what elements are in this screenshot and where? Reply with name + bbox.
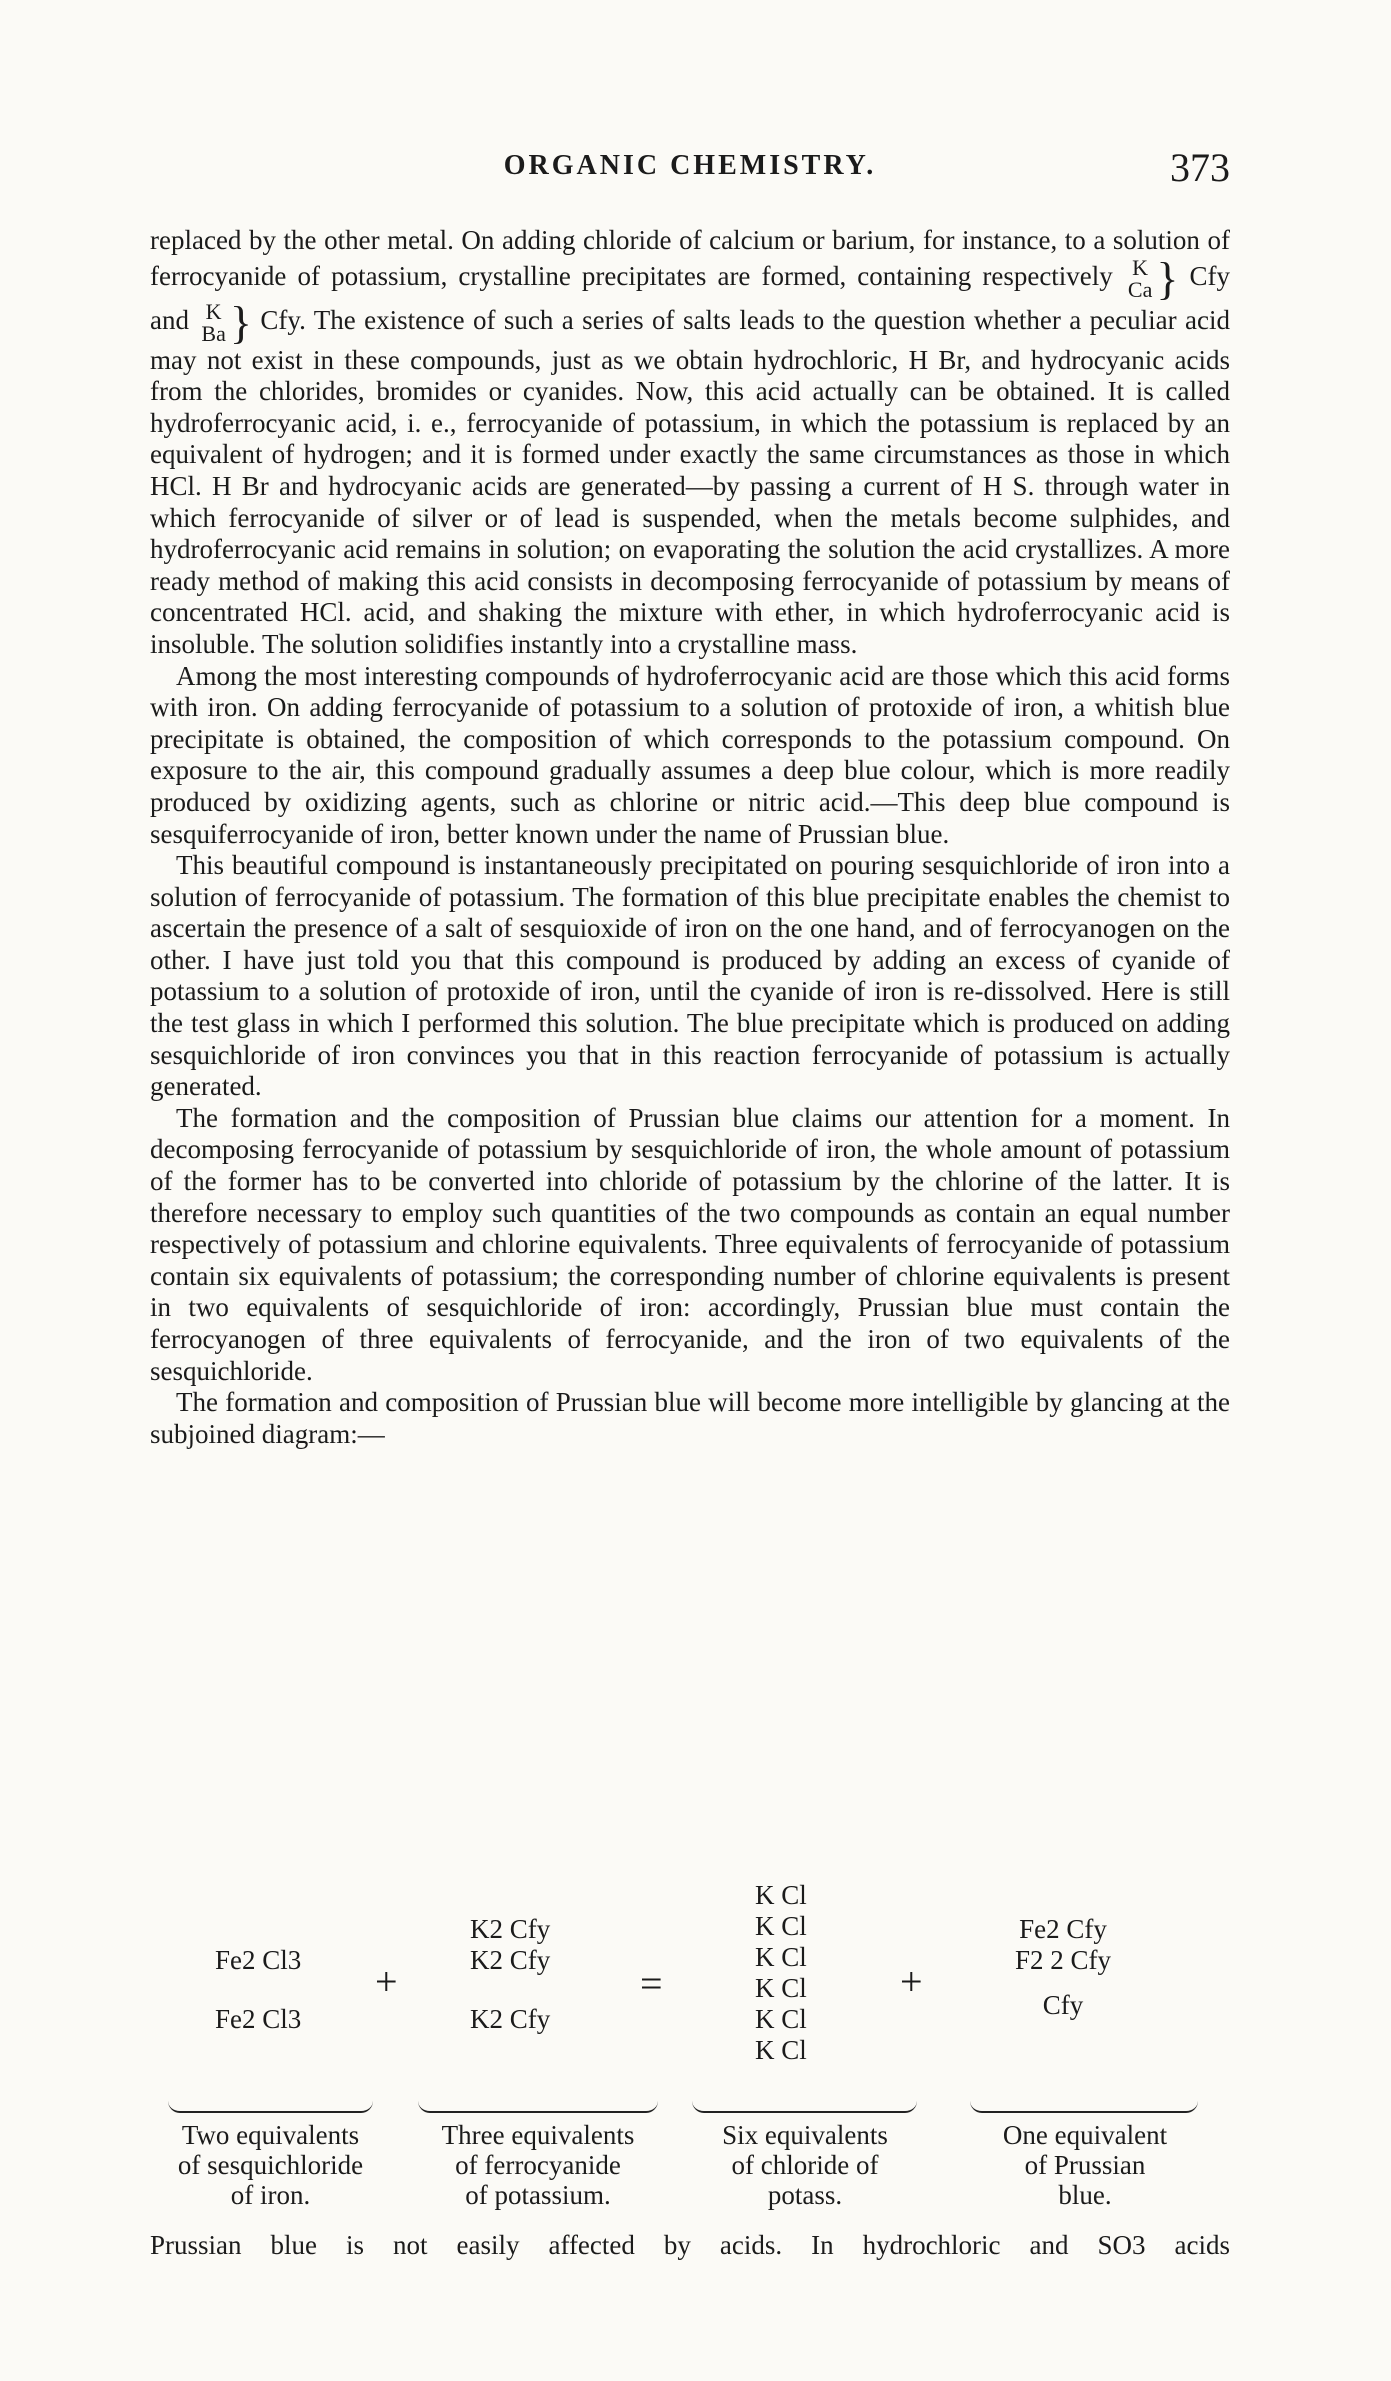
body-text: [150, 225, 1230, 1450]
paragraph-1-rest: The existence of such a series of salts leads to the question whether a peculiar acid may not exist in these compounds, just as we obtain hydrochloric, H Br, and hydrocyanic acids from the chlorides, bromides or cyanides. Now, this acid actually can be obtained. It is called hydroferrocyanic acid, i. e., ferrocyanide of potassium, in which the potassium is replaced by an equivalent of hydrogen; and it is formed under exactly the same circumstances as those in which HCl. H Br and hydrocyanic acids are generated—by passing a current of H S. through water in which ferrocyanide of silver or of lead is suspended, when the metals become sulphides, and hydroferrocyanic acid remains in solution; on evaporating the solution the acid crystallizes. A more ready method of making this acid consists in decomposing ferrocyanide of potassium by means of concentrated HCl. acid, and shaking the mixture with ether, in which hydroferrocyanic acid is insoluble. The solution solidifies instantly into a crystalline mass.: [150, 304, 1231, 659]
page-header: [150, 145, 1230, 190]
underbrace: [168, 2095, 373, 2113]
running-title: ORGANIC CHEMISTRY.: [503, 150, 877, 181]
paragraph-1-start: replaced by the other metal. On adding chloride of calcium or barium, for instance, to a solution of ferrocyanide of potassium, crystalline precipitates are formed, containing respectively: [150, 225, 1230, 291]
paragraph-3: This beautiful compound is instantaneously precipitated on pouring sesquichloride of iron into a solution of ferrocyanide of potassium. The formation of this blue precipitate enables the chemist to ascertain the presence of a salt of sesquioxide of iron on the one hand, and of ferrocyanogen on the other. I have just told you that this compound is produced by adding an excess of cyanide of potassium to a solution of protoxide of iron, until the cyanide of iron is re-dissolved. Here is still the test glass in which I performed this solution. The blue precipitate which is produced on adding sesquichloride of iron convinces you that in this reaction ferrocyanide of potassium is actually generated.: [150, 850, 1230, 1102]
caption-prussian-blue: One equivalent of Prussian blue.: [1002, 2120, 1168, 2210]
equals-sign: =: [640, 1961, 663, 2006]
plus-sign: +: [375, 1959, 398, 2004]
diagram-col-prussian-blue: Fe2 Cfy F2 2 Cfy Cfy: [1015, 1914, 1112, 2020]
caption-sesquichloride: Two equivalents of sesquichloride of iron.: [177, 2120, 364, 2210]
diagram-col-sesquichloride: Fe2 Cl3 Fe2 Cl3: [215, 1945, 302, 2034]
paragraph-2: Among the most interesting compounds of hydroferrocyanic acid are those which this acid forms with iron. On adding ferrocyanide of potassium to a solution of protoxide of iron, a whitish blue precipitate is obtained, the composition of which corresponds to the potassium compound. On exposure to the air, this compound gradually assumes a deep blue colour, which is more readily produced by oxidizing agents, such as chlorine or nitric acid.—This deep blue compound is sesquiferrocyanide of iron, better known under the name of Prussian blue.: [150, 660, 1230, 849]
diagram-col-ferrocyanide: K2 Cfy K2 Cfy K2 Cfy: [470, 1914, 551, 2034]
caption-ferrocyanide: Three equivalents of ferrocyanide of potassium.: [441, 2120, 635, 2210]
paragraph-1: [150, 225, 1230, 661]
underbrace: [970, 2095, 1198, 2113]
last-line: Prussian blue is not easily affected by acids. In hydrochloric and SO3 acids: [150, 2230, 1230, 2260]
cfy-and: Cfy and: [150, 260, 1231, 335]
diagram-col-chloride: K Cl K Cl K Cl K Cl K Cl K Cl: [755, 1880, 807, 2065]
brace-icon: }: [229, 296, 252, 348]
caption-chloride: Six equivalents of chloride of potass.: [722, 2120, 888, 2210]
page-number: 373: [1170, 145, 1230, 190]
paragraph-4: The formation and the composition of Prussian blue claims our attention for a moment. In decomposing ferrocyanide of potassium by sesquichloride of iron, the whole amount of potassium of the former has to be converted into chloride of potassium by the chlorine of the latter. It is therefore necessary to employ such quantities of the two compounds as contain an equal number respectively of potassium and chlorine equivalents. Three equivalents of ferrocyanide of potassium contain six equivalents of potassium; the corresponding number of chlorine equivalents is present in two equivalents of sesquichloride of iron: accordingly, Prussian blue must contain the ferrocyanogen of three equivalents of ferrocyanide, and the iron of two equivalents of the sesquichloride.: [150, 1102, 1230, 1386]
underbrace: [418, 2095, 658, 2113]
plus-sign: +: [900, 1959, 923, 2004]
formula-k-ca: K Ca: [1127, 254, 1153, 302]
paragraph-5: The formation and composition of Prussian blue will become more intelligible by glancing at the subjoined diagram:—: [150, 1387, 1230, 1449]
formula-k-ba: K Ba: [201, 298, 226, 346]
brace-icon: }: [1156, 252, 1179, 304]
underbrace: [692, 2095, 917, 2113]
cfy-end: Cfy.: [260, 304, 306, 335]
